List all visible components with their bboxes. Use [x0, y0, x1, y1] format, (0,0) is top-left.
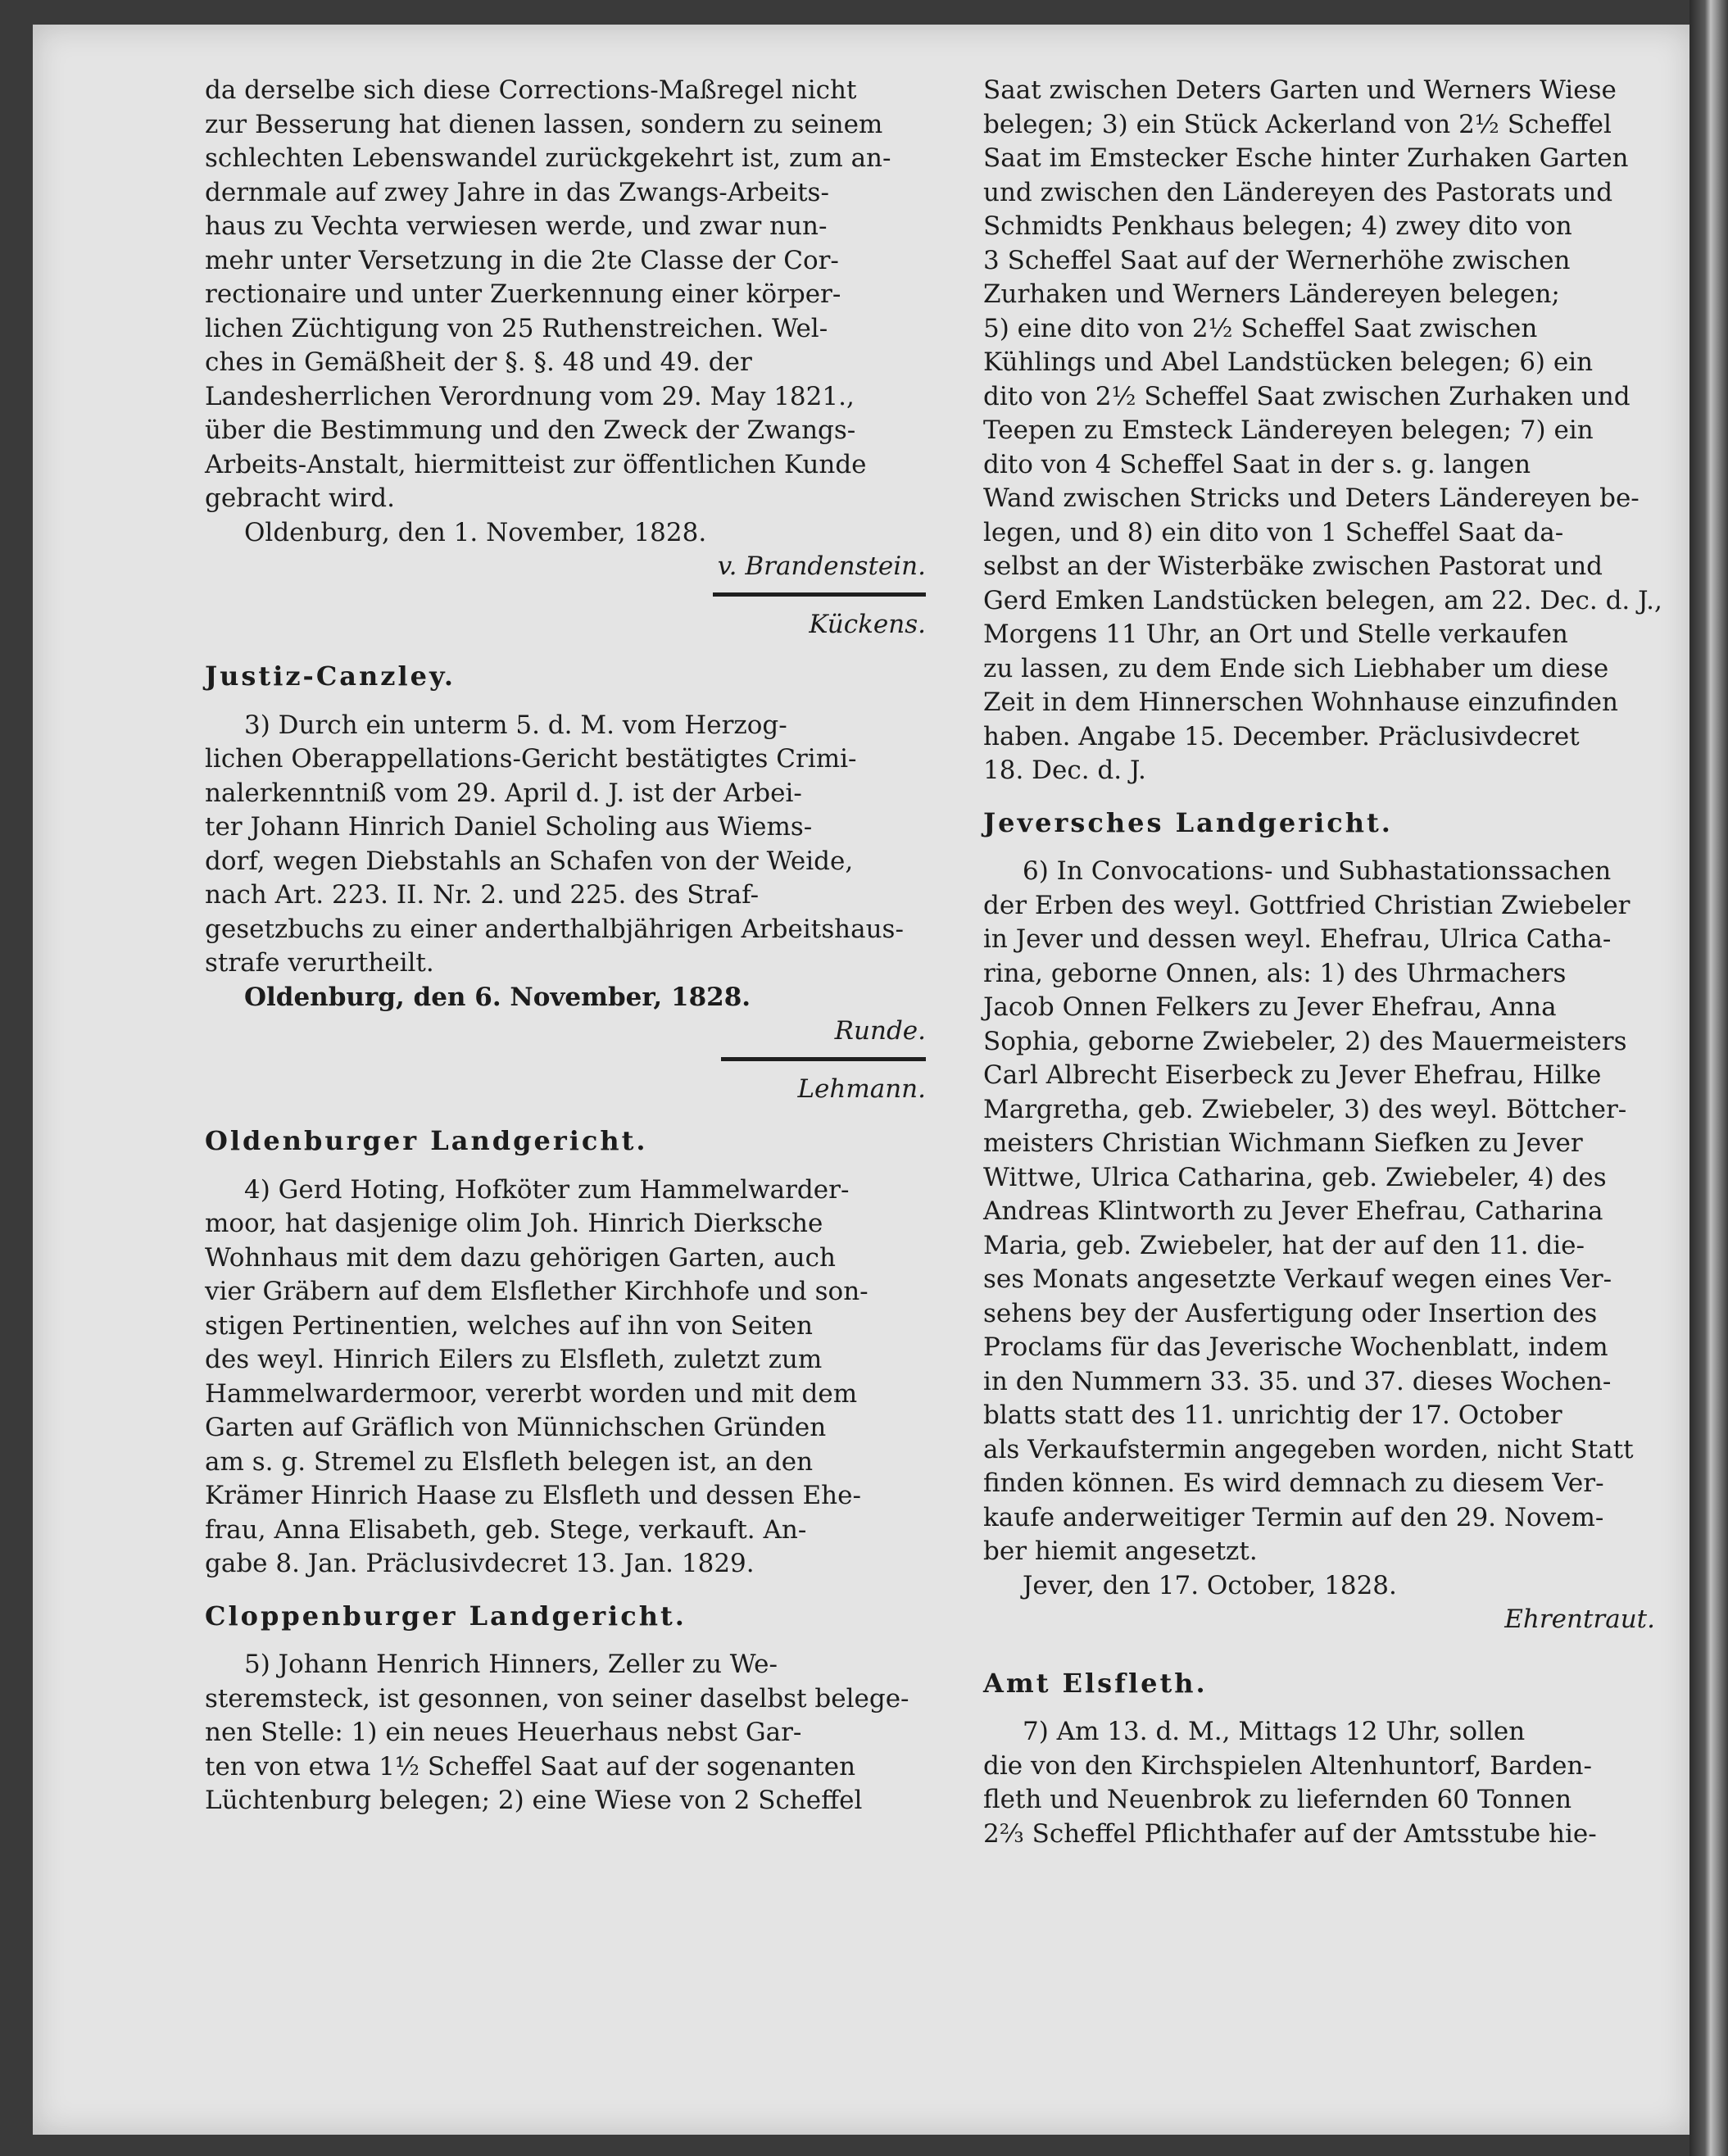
text-line: Proclams für das Jeverische Wochenblatt, indem [983, 1332, 1608, 1362]
text-line: 18. Dec. d. J. [983, 756, 1146, 785]
text-line: steremsteck, ist gesonnen, von seiner daselbst belege- [205, 1683, 909, 1713]
signature: Ehrentraut. [1504, 1605, 1655, 1634]
text-line: dernmale auf zwey Jahre in das Zwangs-Arbeits- [205, 177, 829, 207]
text-line: dorf, wegen Diebstahls an Schafen von der Weide, [205, 846, 854, 876]
text-line: 3 Scheffel Saat auf der Wernerhöhe zwischen [983, 245, 1571, 275]
text-line: 7) Am 13. d. M., Mittags 12 Uhr, sollen [1023, 1717, 1526, 1746]
text-line: sehens bey der Ausfertigung oder Insertion des [983, 1298, 1598, 1328]
text-line: fleth und Neuenbrok zu liefernden 60 Tonnen [983, 1785, 1572, 1814]
text-line: lichen Oberappellations-Gericht bestätigtes Crimi- [205, 744, 857, 774]
text-line: Arbeits-Anstalt, hiermitteist zur öffentlichen Kunde [205, 449, 867, 479]
text-line: zur Besserung hat dienen lassen, sondern zu seinem [205, 109, 883, 139]
signature: Kückens. [809, 609, 926, 639]
text-line: Jacob Onnen Felkers zu Jever Ehefrau, Anna [983, 992, 1557, 1022]
text-line: über die Bestimmung und den Zweck der Zwangs- [205, 415, 856, 445]
signature: Runde. [834, 1016, 926, 1046]
text-line: Carl Albrecht Eiserbeck zu Jever Ehefrau, Hilke [983, 1060, 1602, 1090]
text-line: Wohnhaus mit dem dazu gehörigen Garten, auch [205, 1242, 836, 1273]
text-line: nalerkenntniß vom 29. April d. J. ist der Arbei- [205, 778, 802, 808]
text-line: Teepen zu Emsteck Ländereyen belegen; 7) ein [983, 415, 1594, 445]
text-line: 5) Johann Henrich Hinners, Zeller zu We- [244, 1650, 778, 1679]
section-heading: Amt Elsfleth. [983, 1667, 1208, 1699]
divider-rule [713, 592, 926, 597]
notice-paragraph [205, 1648, 926, 1818]
section-heading: Oldenburger Landgericht. [205, 1125, 648, 1156]
text-line: Zeit in dem Hinnerschen Wohnhause einzufinden [983, 688, 1618, 717]
text-line: Wand zwischen Stricks und Deters Ländereyen be- [983, 483, 1640, 513]
text-line: des weyl. Hinrich Eilers zu Elsfleth, zuletzt zum [205, 1345, 823, 1374]
text-line: finden können. Es wird demnach zu diesem Ver- [983, 1468, 1604, 1498]
text-line: gabe 8. Jan. Präclusivdecret 13. Jan. 1829. [205, 1549, 755, 1578]
text-line: vier Gräbern auf dem Elsflether Kirchhofe und son- [205, 1277, 869, 1306]
text-line: blatts statt des 11. unrichtig der 17. October [983, 1400, 1562, 1430]
text-line: ten von etwa 1½ Scheffel Saat auf der sogenanten [205, 1751, 856, 1782]
notice-paragraph [205, 709, 926, 981]
text-line: legen, und 8) ein dito von 1 Scheffel Saat da- [983, 517, 1564, 547]
right-column [983, 74, 1704, 1851]
text-line: rectionaire und unter Zuerkennung einer körper- [205, 279, 841, 309]
text-line: zu lassen, zu dem Ende sich Liebhaber um diese [983, 653, 1609, 683]
text-line: nen Stelle: 1) ein neues Heuerhaus nebst Gar- [205, 1718, 802, 1747]
text-line: nach Art. 223. II. Nr. 2. und 225. des Straf- [205, 880, 760, 910]
text-line: Sophia, geborne Zwiebeler, 2) des Mauermeisters [983, 1026, 1627, 1056]
text-line: in Jever und dessen weyl. Ehefrau, Ulrica Catha- [983, 924, 1612, 954]
text-line: kaufe anderweitiger Termin auf den 29. Novem- [983, 1502, 1604, 1532]
text-line: Hammelwardermoor, vererbt worden und mit dem [205, 1378, 858, 1409]
text-line: Maria, geb. Zwiebeler, hat der auf den 11. die- [983, 1230, 1585, 1260]
text-line: Kühlings und Abel Landstücken belegen; 6) ein [983, 347, 1594, 377]
text-line: Lüchtenburg belegen; 2) eine Wiese von 2 Scheffel [205, 1786, 863, 1815]
signature: v. Brandenstein. [717, 551, 926, 581]
section-heading: Justiz-Canzley. [205, 660, 456, 692]
text-line: als Verkaufstermin angegeben worden, nicht Statt [983, 1434, 1634, 1464]
text-line: die von den Kirchspielen Altenhuntorf, Barden- [983, 1750, 1592, 1781]
notice-paragraph [205, 1173, 926, 1582]
text-line: Schmidts Penkhaus belegen; 4) zwey dito von [983, 211, 1572, 241]
text-line: 5) eine dito von 2½ Scheffel Saat zwischen [983, 313, 1538, 343]
section-heading: Cloppenburger Landgericht. [205, 1600, 687, 1632]
text-line: in den Nummern 33. 35. und 37. dieses Wochen- [983, 1366, 1612, 1396]
text-line: am s. g. Stremel zu Elsfleth belegen ist, an den [205, 1446, 814, 1477]
text-line: da derselbe sich diese Corrections-Maßregel nicht [205, 75, 857, 105]
text-line: moor, hat dasjenige olim Joh. Hinrich Dierksche [205, 1209, 823, 1238]
text-line: belegen; 3) ein Stück Ackerland von 2½ Scheffel [983, 109, 1612, 139]
text-line: der Erben des weyl. Gottfried Christian Zwiebeler [983, 890, 1630, 920]
divider-rule [721, 1057, 926, 1061]
text-line: lichen Züchtigung von 25 Ruthenstreichen. Wel- [205, 313, 828, 343]
text-line: haben. Angabe 15. December. Präclusivdecret [983, 721, 1580, 751]
text-line: haus zu Vechta verwiesen werde, und zwar nun- [205, 211, 828, 241]
text-line: schlechten Lebenswandel zurückgekehrt ist, zum an- [205, 143, 891, 173]
dateline: Oldenburg, den 1. November, 1828. [244, 517, 707, 547]
text-line: frau, Anna Elisabeth, geb. Stege, verkauft. An- [205, 1514, 807, 1545]
text-line: strafe verurtheilt. [205, 948, 434, 978]
notice-paragraph [983, 855, 1704, 1569]
text-line: Garten auf Gräflich von Münnichschen Gründen [205, 1413, 827, 1442]
text-line: gebracht wird. [205, 483, 395, 513]
text-line: mehr unter Versetzung in die 2te Classe der Cor- [205, 245, 839, 275]
text-line: stigen Pertinentien, welches auf ihn von Seiten [205, 1310, 813, 1341]
signature: Lehmann. [797, 1073, 926, 1104]
text-line: ber hiemit angesetzt. [983, 1536, 1258, 1566]
text-line: ches in Gemäßheit der §. §. 48 und 49. der [205, 347, 752, 377]
text-line: ses Monats angesetzte Verkauf wegen eines Ver- [983, 1264, 1612, 1294]
text-line: und zwischen den Ländereyen des Pastorats und [983, 177, 1613, 207]
text-line: Margretha, geb. Zwiebeler, 3) des weyl. Böttcher- [983, 1094, 1627, 1124]
text-line: gesetzbuchs zu einer anderthalbjährigen Arbeitshaus- [205, 914, 904, 944]
text-line: Saat im Emstecker Esche hinter Zurhaken Garten [983, 143, 1629, 173]
text-line: Wittwe, Ulrica Catharina, geb. Zwiebeler, 4) des [983, 1162, 1607, 1192]
text-line: Saat zwischen Deters Garten und Werners Wiese [983, 75, 1617, 105]
text-line: dito von 2½ Scheffel Saat zwischen Zurhaken und [983, 381, 1630, 411]
continuation-paragraph [983, 74, 1704, 788]
text-line: selbst an der Wisterbäke zwischen Pastorat und [983, 551, 1603, 581]
text-line: 3) Durch ein unterm 5. d. M. vom Herzog- [244, 710, 787, 740]
notice-paragraph [983, 1715, 1704, 1851]
dateline: Jever, den 17. October, 1828. [1023, 1570, 1397, 1600]
text-line: dito von 4 Scheffel Saat in der s. g. langen [983, 449, 1531, 479]
text-line: Morgens 11 Uhr, an Ort und Stelle verkaufen [983, 620, 1568, 649]
text-line: Gerd Emken Landstücken belegen, am 22. Dec. d. J., [983, 585, 1662, 615]
text-line: meisters Christian Wichmann Siefken zu Jever [983, 1128, 1583, 1158]
text-line: 4) Gerd Hoting, Hofköter zum Hammelwarder- [244, 1174, 850, 1205]
text-line: 6) In Convocations- und Subhastationssachen [1023, 856, 1612, 886]
section-heading: Jeversches Landgericht. [983, 806, 1393, 838]
text-line: Krämer Hinrich Haase zu Elsfleth und dessen Ehe- [205, 1481, 861, 1510]
text-line: rina, geborne Onnen, als: 1) des Uhrmachers [983, 958, 1567, 988]
text-line: 2⅔ Scheffel Pflichthafer auf der Amtsstube hie- [983, 1818, 1597, 1849]
left-column [205, 74, 926, 1818]
opening-paragraph [205, 74, 926, 516]
text-line: Zurhaken und Werners Ländereyen belegen; [983, 279, 1560, 309]
text-line: ter Johann Hinrich Daniel Scholing aus Wiems- [205, 812, 813, 842]
text-line: Landesherrlichen Verordnung vom 29. May 1821., [205, 381, 855, 411]
dateline: Oldenburg, den 6. November, 1828. [244, 982, 751, 1012]
text-line: Andreas Klintworth zu Jever Ehefrau, Catharina [983, 1196, 1603, 1226]
